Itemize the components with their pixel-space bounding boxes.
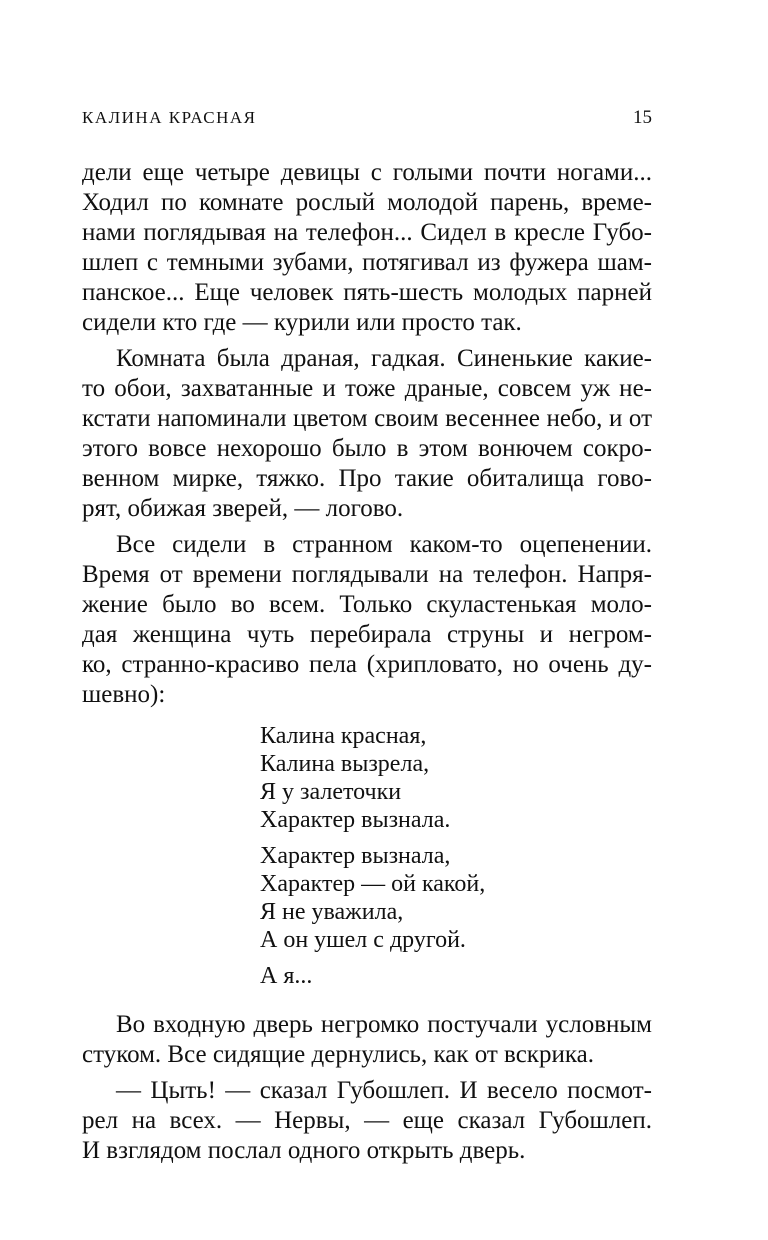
text-line: Во входную дверь негромко постучали условным [116, 1011, 652, 1038]
text-line: панское... Еще человек пять-шесть молодых парней [82, 279, 652, 306]
paragraph [82, 158, 652, 338]
verse-line: Характер вызнала, [260, 843, 451, 869]
verse-line: Характер вызнала. [260, 807, 451, 833]
text-line: нами поглядывая на телефон... Сидел в кресле Губо- [82, 219, 652, 246]
stanza [260, 842, 652, 954]
text-line: рел на всех. — Нервы, — еще сказал Губошлеп. [82, 1107, 652, 1134]
text-line: этого вовсе нехорошо было в этом вонючем сокро- [82, 435, 652, 462]
verse-line: А я... [260, 963, 313, 989]
verse-line: А он ушел с другой. [260, 927, 466, 953]
verse-line: Калина вызрела, [260, 751, 430, 777]
text-line: Комната была драная, гадкая. Синенькие какие- [116, 345, 652, 372]
stanza [260, 962, 652, 990]
text-line: шлеп с темными зубами, потягивал из фужера шам- [82, 249, 652, 276]
text-line: Время от времени поглядывали на телефон. Напря- [82, 561, 652, 588]
verse-line: Характер — ой какой, [260, 871, 486, 897]
text-line: то обои, захватанные и тоже драные, совсем уж не- [82, 375, 652, 402]
page-body [82, 158, 652, 1166]
paragraph [82, 1076, 652, 1166]
text-line: дели еще четыре девицы с голыми почти ногами... [82, 159, 652, 186]
text-line: дая женщина чуть перебирала струны и негром- [82, 621, 652, 648]
running-header [82, 106, 652, 130]
stanza [260, 722, 652, 834]
text-line: рят, обижая зверей, — логово. [82, 495, 404, 522]
song-verse [260, 722, 652, 990]
text-line: шевно): [82, 681, 166, 708]
text-line: кстати напоминали цветом своим весеннее небо, и от [82, 405, 652, 432]
text-line: Ходил по комнате рослый молодой парень, време- [82, 189, 652, 216]
paragraph [82, 344, 652, 524]
text-line: Все сидели в странном каком-то оцепенении. [116, 531, 652, 558]
verse-line: Я не уважила, [260, 899, 404, 925]
paragraph [82, 530, 652, 710]
text-line: венном мирке, тяжко. Про такие обиталища гово- [82, 465, 652, 492]
text-line: жение было во всем. Только скуластенькая моло- [82, 591, 652, 618]
text-line: И взглядом послал одного открыть дверь. [82, 1137, 526, 1164]
paragraph [82, 1010, 652, 1070]
page-number: 15 [633, 107, 652, 128]
text-line: — Цыть! — сказал Губошлеп. И весело посмот- [116, 1077, 652, 1104]
verse-line: Я у залеточки [260, 779, 402, 805]
text-line: ко, странно-красиво пела (хрипловато, но очень ду- [82, 651, 652, 678]
running-title: КАЛИНА КРАСНАЯ [82, 108, 257, 127]
text-line: стуком. Все сидящие дернулись, как от вскрика. [82, 1041, 594, 1068]
verse-line: Калина красная, [260, 723, 427, 749]
text-line: сидели кто где — курили или просто так. [82, 309, 522, 336]
